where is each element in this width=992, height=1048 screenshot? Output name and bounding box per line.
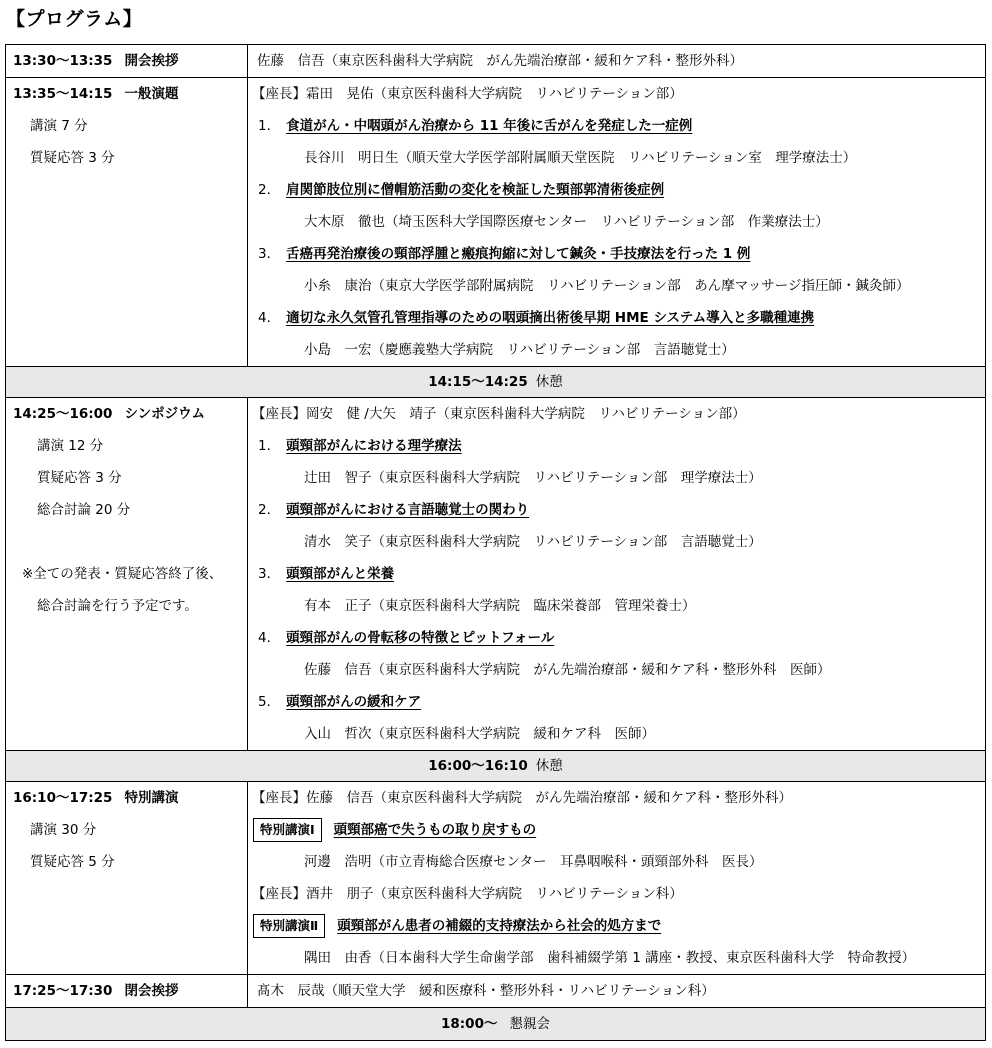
session-detail: 質疑応答 5 分 [30,854,115,870]
chair: 【座長】霜田 晃佑（東京医科歯科大学病院 リハビリテーション部） [252,86,683,102]
talk-title: 4． 適切な永久気管孔管理指導のための咽頭摘出術後早期 HME システム導入と多職種連携 [258,310,815,326]
special-lecture-badge: 特別講演Ⅰ [253,818,322,842]
special-time-cell [6,782,248,975]
special-row [6,782,986,975]
talk-speaker: 大木原 徹也（埼玉医科大学国際医療センター リハビリテーション部 作業療法士） [304,214,829,230]
talk-speaker: 長谷川 明日生（順天堂大学医学部附属順天堂医院 リハビリテーション室 理学療法士） [304,150,857,166]
session-label: 一般演題 [124,86,179,102]
general-time-cell [6,78,248,367]
talk-title: 3． 舌癌再発治療後の頸部浮腫と瘢痕拘縮に対して鍼灸・手技療法を行った 1 例 [258,246,751,262]
special-lecture-badge: 特別講演Ⅱ [253,914,325,938]
closing-row [6,975,986,1008]
symposium-content-cell [248,398,986,751]
speaker: 髙木 辰哉（順天堂大学 緩和医療科・整形外科・リハビリテーション科） [257,983,715,999]
closing-time-cell [6,975,248,1008]
chair: 【座長】佐藤 信吾（東京医科歯科大学病院 がん先端治療部・緩和ケア科・整形外科） [252,790,792,806]
speaker: 佐藤 信吾（東京医科歯科大学病院 がん先端治療部・緩和ケア科・整形外科） [257,53,743,69]
talk-title: 2． 肩関節肢位別に僧帽筋活動の変化を検証した頸部郭清術後症例 [258,182,665,198]
break-time: 16:00〜16:10 [428,758,528,774]
general-content-cell [248,78,986,367]
party-time: 18:00〜 [441,1016,498,1032]
break-cell [6,367,986,398]
session-detail: 質疑応答 3 分 [30,150,115,166]
session-time: 17:25〜17:30 [13,983,113,999]
session-label: 閉会挨拶 [124,983,179,999]
session-time: 14:25〜16:00 [13,406,113,422]
talk-speaker: 隅田 由香（日本歯科大学生命歯学部 歯科補綴学第 1 講座・教授、東京医科歯科大学 特命教授） [304,950,916,966]
session-detail: 講演 7 分 [30,118,88,134]
talk-speaker: 入山 哲次（東京医科歯科大学病院 緩和ケア科 医師） [304,726,655,742]
opening-content-cell [248,45,986,78]
opening-time-cell [6,45,248,78]
session-note: 総合討論を行う予定です。 [37,598,198,614]
break-label: 休憩 [535,758,563,774]
party-cell [6,1008,986,1041]
session-label: 特別講演 [124,790,179,806]
party-label: 懇親会 [509,1016,550,1032]
talk-speaker: 清水 笑子（東京医科歯科大学病院 リハビリテーション部 言語聴覚士） [304,534,762,550]
session-label: シンポジウム [124,406,205,422]
break-label: 休憩 [535,374,563,390]
session-label: 開会挨拶 [124,53,179,69]
talk-speaker: 辻田 智子（東京医科歯科大学病院 リハビリテーション部 理学療法士） [304,470,762,486]
general-row [6,78,986,367]
talk-speaker: 小糸 康治（東京大学医学部附属病院 リハビリテーション部 あん摩マッサージ指圧師・鍼灸師） [304,278,910,294]
session-time: 13:30〜13:35 [13,53,113,69]
page-title: 【プログラム】 [6,8,143,30]
session-detail: 講演 12 分 [37,438,104,454]
symposium-time-cell [6,398,248,751]
talk-title: 3． 頭頸部がんと栄養 [258,566,395,582]
session-detail: 講演 30 分 [30,822,97,838]
chair: 【座長】酒井 朋子（東京医科歯科大学病院 リハビリテーション科） [252,886,683,902]
closing-content-cell [248,975,986,1008]
talk-title: 2． 頭頸部がんにおける言語聴覚士の関わり [258,502,530,518]
party-row [6,1008,986,1041]
talk-speaker: 有本 正子（東京医科歯科大学病院 臨床栄養部 管理栄養士） [304,598,696,614]
symposium-row [6,398,986,751]
talk-title: 1． 食道がん・中咽頭がん治療から 11 年後に舌がんを発症した一症例 [258,118,693,134]
break-cell [6,751,986,782]
break-row [6,751,986,782]
break-row [6,367,986,398]
session-time: 16:10〜17:25 [13,790,113,806]
program-table [5,44,986,1041]
talk-title: 4． 頭頸部がんの骨転移の特徴とピットフォール [258,630,555,646]
special-lecture-title: 特別講演Ⅱ 頭頸部がん患者の補綴的支持療法から社会的処方まで [248,910,985,942]
talk-speaker: 小島 一宏（慶應義塾大学病院 リハビリテーション部 言語聴覚士） [304,342,735,358]
talk-title: 1． 頭頸部がんにおける理学療法 [258,438,462,454]
special-lecture-title: 特別講演Ⅰ 頭頸部癌で失うもの取り戻すもの [248,814,985,846]
session-detail: 総合討論 20 分 [37,502,131,518]
session-time: 13:35〜14:15 [13,86,113,102]
session-detail: 質疑応答 3 分 [37,470,122,486]
talk-speaker: 河邊 浩明（市立青梅総合医療センター 耳鼻咽喉科・頭頸部外科 医長） [304,854,763,870]
special-content-cell [248,782,986,975]
talk-speaker: 佐藤 信吾（東京医科歯科大学病院 がん先端治療部・緩和ケア科・整形外科 医師） [304,662,831,678]
session-note: ※全ての発表・質疑応答終了後、 [22,566,223,582]
opening-row [6,45,986,78]
chair: 【座長】岡安 健 /大矢 靖子（東京医科歯科大学病院 リハビリテーション部） [252,406,746,422]
talk-title: 5． 頭頸部がんの緩和ケア [258,694,422,710]
break-time: 14:15〜14:25 [428,374,528,390]
